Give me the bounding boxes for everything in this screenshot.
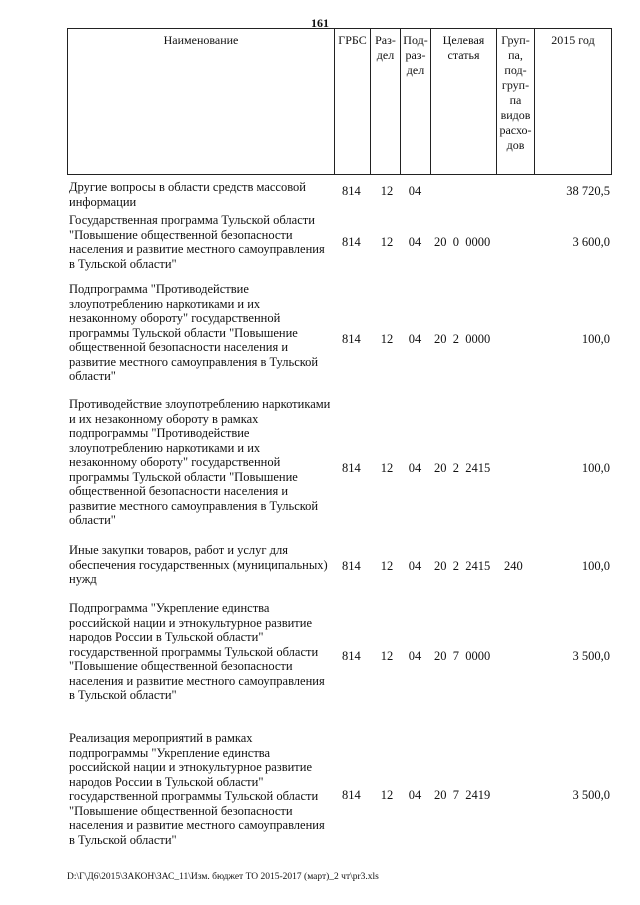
row-name: Противодействие злоупотреблению наркотиками и их незаконному обороту в рамках подпрограммы "Противодействие злоупотреблению наркотиками и их незаконному обороту" государственной программы Тульской области "Повышение общественной безопасности населения и развитие местного самоуправления в Тульской области" [69,397,331,527]
table-row [67,601,612,711]
row-sum: 100,0 [581,559,610,573]
row-name: Иные закупки товаров, работ и услуг для обеспечения государственных (муниципальных) нужд [69,543,328,586]
row-razdel: 12 [380,332,394,346]
row-name: Подпрограмма "Противодействие злоупотреблению наркотиками и их незаконному обороту" государственной программы Тульской области "Повышение общественной безопасности населения и развитие местного самоуправления в Тульской области" [69,282,319,383]
budget-table [67,28,612,847]
row-celevaya: 20 2 2415 [434,461,491,475]
row-grbs: 814 [342,559,361,573]
row-sum: 3 600,0 [572,235,610,249]
row-podrazdel: 04 [408,461,422,475]
row-celevaya: 20 7 0000 [434,649,491,663]
row-sum: 3 500,0 [572,649,610,663]
row-vid: 240 [504,559,523,573]
row-podrazdel: 04 [408,788,422,802]
table-row [67,282,612,392]
file-path-footer: D:\Г\Д6\2015\ЗАКОН\ЗАС_11\Изм. бюджет ТО 2015-2017 (март)_2 чт\pr3.xls [67,872,379,882]
row-name: Подпрограмма "Укрепление единства российской нации и этнокультурное развитие народов России в Тульской области" государственной программы Тульской области "Повышение общественной безопасности населения и развитие местного самоуправления в Тульской области" [69,601,325,702]
page-number: 161 [311,16,329,30]
row-name: Государственная программа Тульской области "Повышение общественной безопасности населения и развитие местного самоуправления в Тульской области" [69,213,325,271]
table-row [67,180,612,210]
table-row [67,543,612,593]
row-sum: 3 500,0 [572,788,610,802]
row-celevaya: 20 0 0000 [434,235,491,249]
row-podrazdel: 04 [408,649,422,663]
row-grbs: 814 [342,235,361,249]
table-header [67,28,612,175]
row-razdel: 12 [380,788,394,802]
row-sum: 100,0 [581,332,610,346]
header-podrazdel: Под- раз- дел [400,29,430,174]
row-name: Реализация мероприятий в рамках подпрограммы "Укрепление единства российской нации и этнокультурное развитие народов России в Тульской области" государственной программы Тульской области "Повышение общественной безопасности населения и развитие местного самоуправления в Тульской области" [69,731,325,847]
header-name: Наименование [67,29,334,174]
row-razdel: 12 [380,235,394,249]
row-name: Другие вопросы в области средств массовой информации [69,180,306,209]
row-celevaya: 20 2 2415 [434,559,491,573]
table-row [67,213,612,277]
header-grbs: ГРБС [334,29,370,174]
row-grbs: 814 [342,788,361,802]
row-celevaya: 20 7 2419 [434,788,491,802]
header-year: 2015 год [534,29,612,174]
row-razdel: 12 [380,559,394,573]
row-grbs: 814 [342,649,361,663]
row-podrazdel: 04 [408,332,422,346]
row-grbs: 814 [342,184,361,198]
table-row [67,397,612,542]
row-razdel: 12 [380,649,394,663]
header-gruppa: Груп- па, под- груп- па видов расхо- дов [496,29,534,174]
row-sum: 100,0 [581,461,610,475]
row-razdel: 12 [380,461,394,475]
row-grbs: 814 [342,332,361,346]
row-celevaya: 20 2 0000 [434,332,491,346]
table-row [67,731,612,861]
row-podrazdel: 04 [408,184,422,198]
header-razdel: Раз- дел [370,29,400,174]
row-razdel: 12 [380,184,394,198]
header-celevaya: Целевая статья [430,29,496,174]
row-podrazdel: 04 [408,235,422,249]
row-podrazdel: 04 [408,559,422,573]
row-sum: 38 720,5 [566,184,610,198]
row-grbs: 814 [342,461,361,475]
